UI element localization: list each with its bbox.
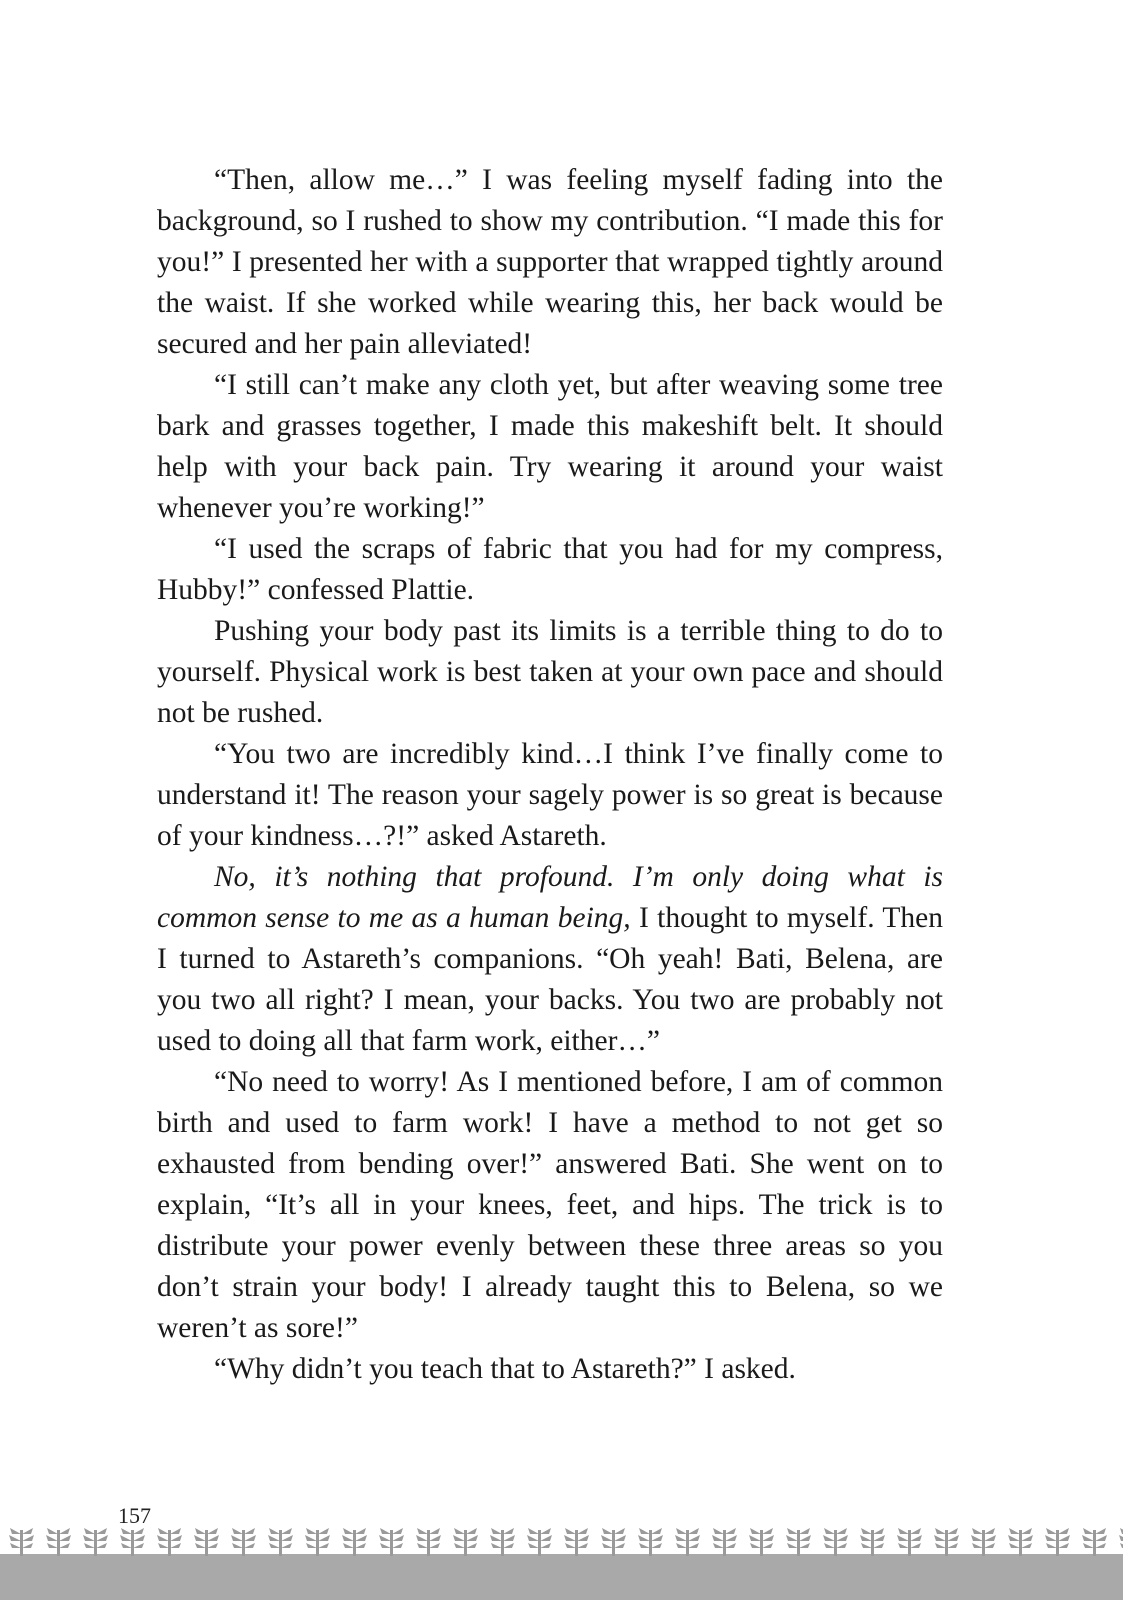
page-number: 157: [118, 1503, 151, 1528]
body-text: [157, 160, 943, 1390]
sprout-icon: [897, 1528, 922, 1556]
sprout-icon: [342, 1528, 367, 1556]
sprout-icon: [934, 1528, 959, 1556]
footer-ornament: [0, 1524, 1123, 1600]
sprout-icon: [675, 1528, 700, 1556]
sprout-icon: [1082, 1528, 1107, 1556]
sprout-icon: [157, 1528, 182, 1556]
paragraph-text: “I used the scraps of fabric that you had for my compress, Hubby!” confessed Plattie.: [157, 533, 943, 606]
sprout-icon: [9, 1528, 34, 1556]
footer-band: [0, 1554, 1123, 1600]
italic-text: No, it’s nothing that profound. I’m only doing what is common sense to me as a human being,: [157, 861, 943, 934]
sprout-icon: [638, 1528, 663, 1556]
paragraph-text: “I still can’t make any cloth yet, but after weaving some tree bark and grasses together, I made this makeshift belt. It should help with your back pain. Try wearing it around your waist whenever you’re working!”: [157, 369, 943, 524]
sprout-icon: [194, 1528, 219, 1556]
sprout-icon: [712, 1528, 737, 1556]
sprout-icon: [971, 1528, 996, 1556]
sprout-icon: [83, 1528, 108, 1556]
paragraph-text: I thought to myself. Then I turned to Astareth’s companions. “Oh yeah! Bati, Belena, are you two all right? I mean, your backs. You two are probably not used to doing all that farm work, either…”: [157, 902, 943, 1057]
sprout-icon: [749, 1528, 774, 1556]
footer-ornament-band: [0, 1524, 1123, 1600]
sprout-icon: [1045, 1528, 1070, 1556]
sprout-icon: [490, 1528, 515, 1556]
paragraph: [157, 1062, 943, 1349]
sprout-icon: [1008, 1528, 1033, 1556]
sprout-icon: [601, 1528, 626, 1556]
sprout-icon: [46, 1528, 71, 1556]
paragraph: [157, 611, 943, 734]
paragraph: [157, 734, 943, 857]
sprout-icon: [1119, 1528, 1123, 1556]
sprout-icon: [416, 1528, 441, 1556]
sprout-icon: [379, 1528, 404, 1556]
paragraph: [157, 365, 943, 529]
paragraph-text: “Then, allow me…” I was feeling myself fading into the background, so I rushed to show my contribution. “I made this for you!” I presented her with a supporter that wrapped tightly around the waist. If she worked while wearing this, her back would be secured and her pain alleviated!: [157, 164, 943, 360]
paragraph-text: Pushing your body past its limits is a terrible thing to do to yourself. Physical work is best taken at your own pace and should not be rushed.: [157, 615, 943, 729]
paragraph: [157, 160, 943, 365]
paragraph: [157, 529, 943, 611]
sprout-icon: [527, 1528, 552, 1556]
paragraph-text: “No need to worry! As I mentioned before, I am of common birth and used to farm work! I have a method to not get so exhausted from bending over!” answered Bati. She went on to explain, “It’s all in your knees, feet, and hips. The trick is to distribute your power evenly between these three areas so you don’t strain your body! I already taught this to Belena, so we weren’t as sore!”: [157, 1066, 943, 1344]
sprout-icon: [564, 1528, 589, 1556]
sprout-icon: [305, 1528, 330, 1556]
paragraph-text: “Why didn’t you teach that to Astareth?” I asked.: [214, 1353, 796, 1385]
sprout-icon: [453, 1528, 478, 1556]
sprout-icon: [268, 1528, 293, 1556]
sprout-icon: [823, 1528, 848, 1556]
sprout-icon: [120, 1528, 145, 1556]
sprout-icon: [786, 1528, 811, 1556]
paragraph: [157, 857, 943, 1062]
paragraph-text: “You two are incredibly kind…I think I’ve finally come to understand it! The reason your sagely power is so great is because of your kindness…?!” asked Astareth.: [157, 738, 943, 852]
sprout-icon: [860, 1528, 885, 1556]
paragraph: [157, 1349, 943, 1390]
sprout-icon: [231, 1528, 256, 1556]
